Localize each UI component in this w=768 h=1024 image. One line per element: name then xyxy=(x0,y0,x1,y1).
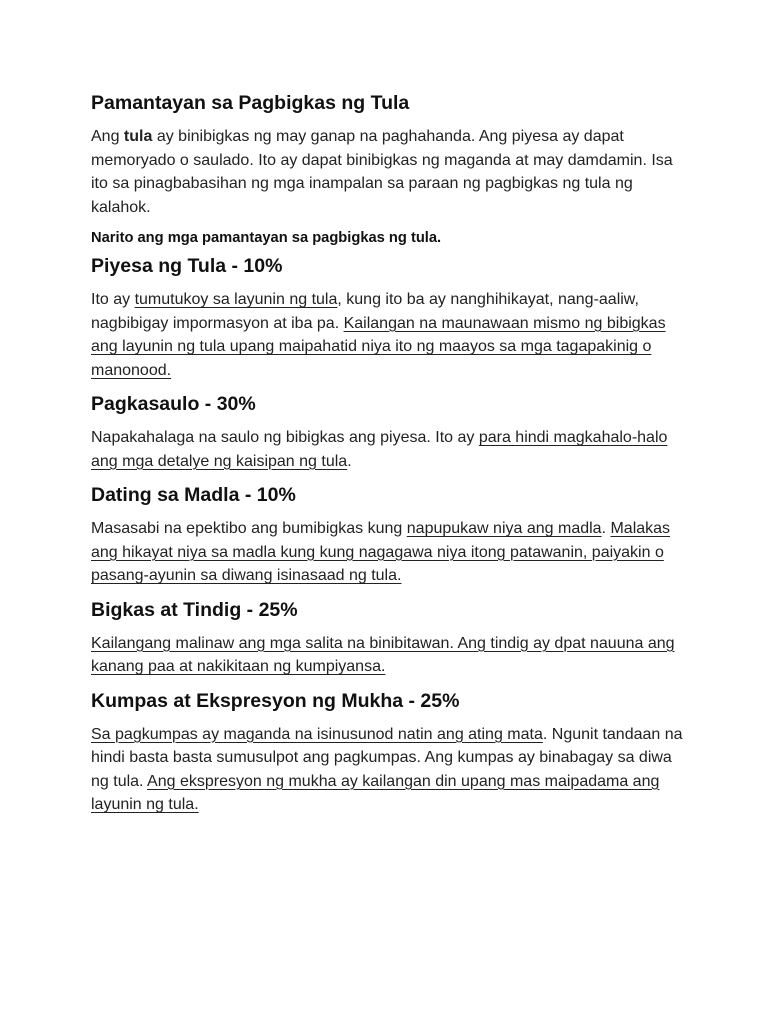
section-heading-piyesa: Piyesa ng Tula - 10% xyxy=(91,255,283,277)
dating-underlined-2: Malakas ang hikayat niya sa madla kung kung nagagawa niya itong patawanin, paiyakin o pasang-ayunin sa diwang isinasaad ng tula. xyxy=(91,520,671,584)
section-paragraph-pagkasaulo xyxy=(91,426,691,473)
section-paragraph-dating xyxy=(91,517,691,588)
kumpas-underlined-1: Sa pagkumpas ay maganda na isinusunod natin ang ating mata xyxy=(91,725,543,743)
dating-text-2: . xyxy=(601,520,611,537)
piyesa-text-1: Ito ay xyxy=(91,291,135,308)
dating-underlined-1: napupukaw niya ang madla xyxy=(406,520,602,537)
pagkasaulo-underlined-1: para hindi magkahalo-halo ang mga detalye ng kaisipan ng tula xyxy=(91,429,668,470)
piyesa-underlined-1: tumutukoy sa layunin ng tula xyxy=(134,291,338,308)
section-heading-pagkasaulo: Pagkasaulo - 30% xyxy=(91,393,256,415)
kumpas-underlined-2: Ang ekspresyon ng mukha ay kailangan din upang mas maipadama ang layunin ng tula. xyxy=(91,772,660,813)
kumpas-text-1: . Ngunit tandaan na hindi basta basta sumusulpot ang pagkumpas. Ang kumpas ay binabagay sa diwa ng tula. xyxy=(91,725,683,790)
section-paragraph-kumpas xyxy=(91,723,691,817)
dating-text-1: Masasabi na epektibo ang bumibigkas kung xyxy=(91,520,407,537)
section-paragraph-bigkas xyxy=(91,632,691,679)
piyesa-text-2: , kung ito ba ay nanghihikayat, nang-aaliw, nagbibigay impormasyon at iba pa. xyxy=(91,291,639,332)
intro-text-1: Ang xyxy=(91,128,124,145)
document-title: Pamantayan sa Pagbigkas ng Tula xyxy=(91,92,410,114)
section-heading-bigkas: Bigkas at Tindig - 25% xyxy=(91,598,298,621)
intro-paragraph xyxy=(91,125,691,219)
intro-keyword: tula xyxy=(123,128,153,145)
section-paragraph-piyesa xyxy=(91,288,691,382)
pagkasaulo-text-2: . xyxy=(347,452,352,470)
bigkas-underlined-1: Kailangang malinaw ang mga salita na binibitawan. Ang tindig ay dpat nauuna ang kanang paa at nakikitaan ng kumpiyansa. xyxy=(91,634,675,675)
piyesa-underlined-2: Kailangan na maunawaan mismo ng bibigkas ang layunin ng tula upang maipahatid niya ito ng maayos sa mga tagapakinig o manonood. xyxy=(91,314,666,379)
document-page xyxy=(91,90,691,826)
section-heading-kumpas: Kumpas at Ekspresyon ng Mukha - 25% xyxy=(91,689,460,712)
criteria-lead: Narito ang mga pamantayan sa pagbigkas ng tula. xyxy=(91,230,442,246)
pagkasaulo-text-1: Napakahalaga na saulo ng bibigkas ang piyesa. Ito ay xyxy=(91,429,479,446)
section-heading-dating: Dating sa Madla - 10% xyxy=(91,484,296,506)
intro-text-2: ay binibigkas ng may ganap na paghahanda. Ang piyesa ay dapat memoryado o saulado. Ito ay dapat binibigkas ng maganda at may damdamin. Isa ito sa pinagbabasihan ng mga inampalan sa paraan ng pagbigkas ng tula ng kalahok. xyxy=(91,128,673,216)
